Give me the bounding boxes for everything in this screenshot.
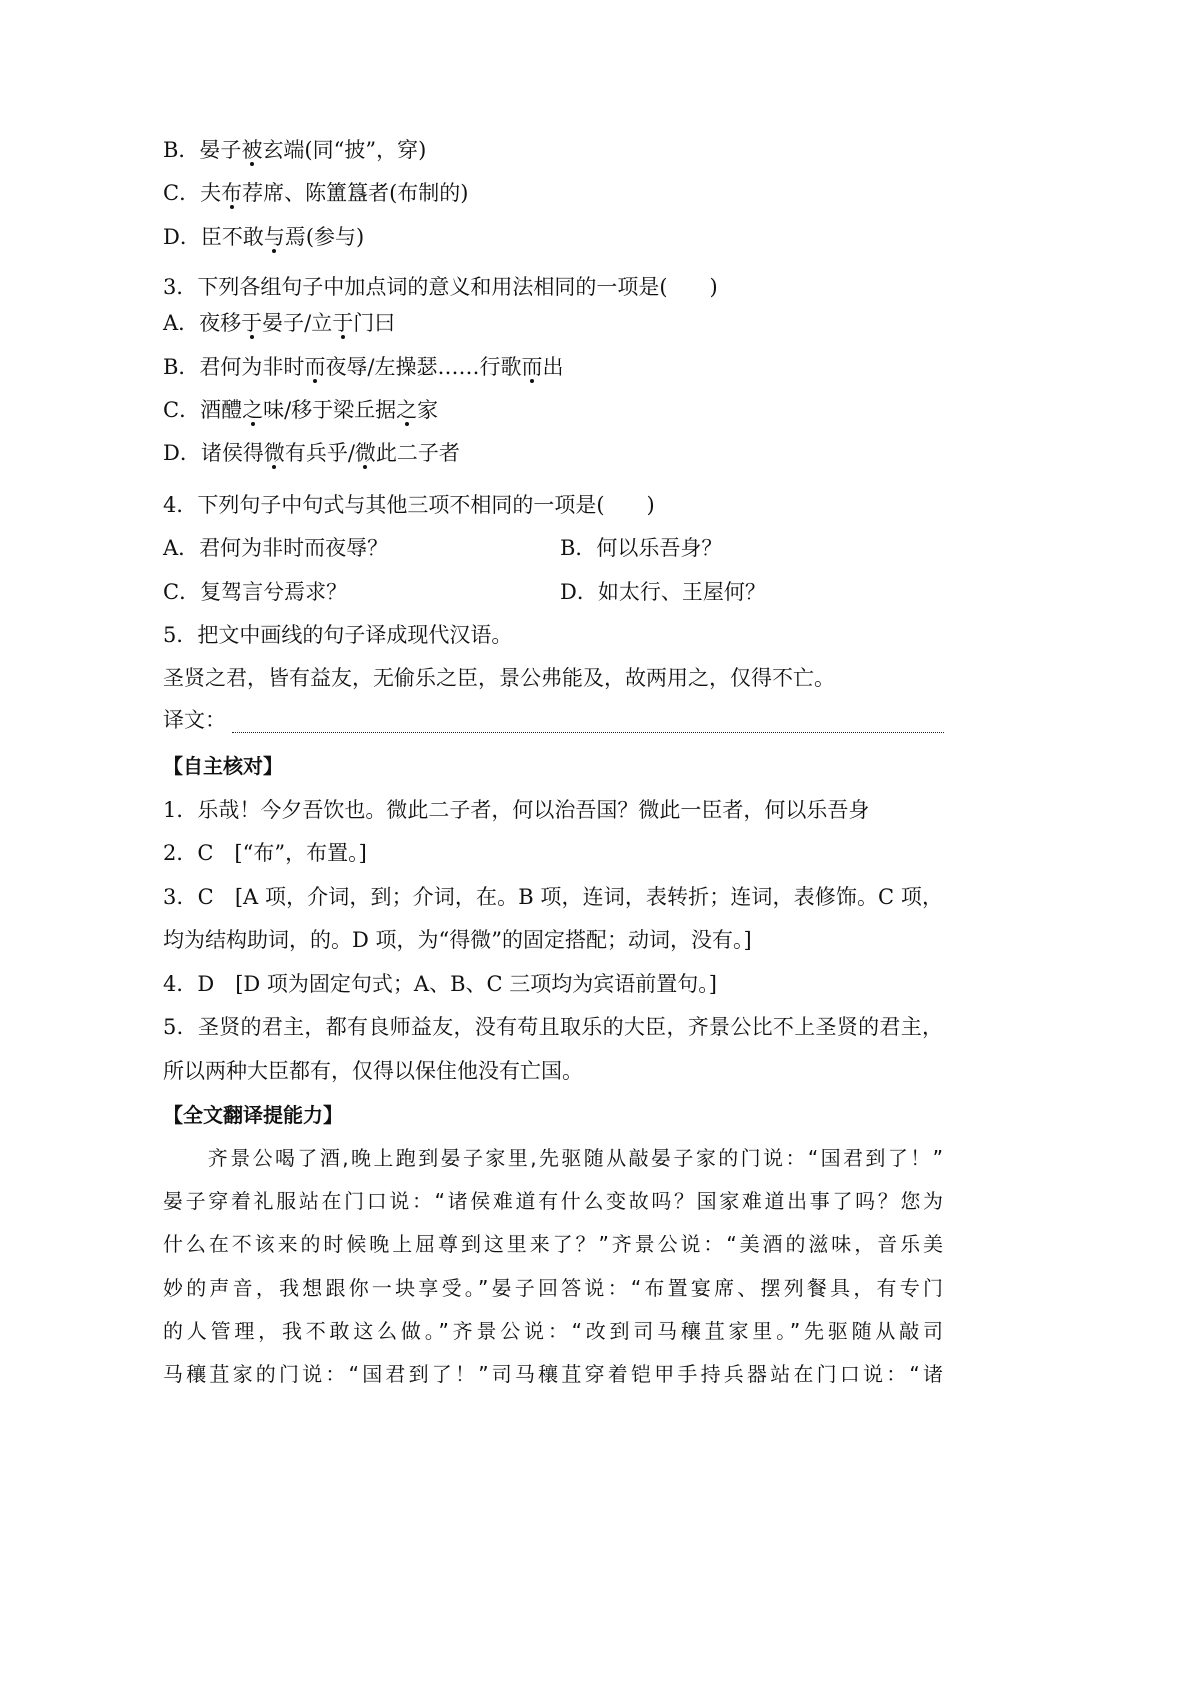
check-heading: 【自主核对】 [163,754,283,778]
translation-line: 马穰苴家的门说：“国君到了！”司马穰苴穿着铠甲手持兵器站在门口说：“诸 [163,1362,943,1386]
text-segment: 玄端(同“披”，穿) [262,138,427,162]
emphasis-dot-char: 被 [241,138,263,162]
text-segment: 有兵乎/ [284,441,355,465]
q3-stem: 3．下列各组句子中加点词的意义和用法相同的一项是( ) [163,275,718,299]
text-segment: 出 [542,355,564,379]
q4-option-b: B．何以乐吾身？ [560,536,723,560]
translation-line: 齐景公喝了酒,晚上跑到晏子家里,先驱随从敲晏子家的门说：“国君到了！” [163,1146,943,1170]
q5-answer-label: 译文： [163,708,226,732]
q3-option-c [163,395,438,425]
text-segment: C．夫 [163,181,222,205]
emphasis-dot-char: 微 [263,441,285,465]
text-segment: 此二子者 [375,441,460,465]
answer-5-line-2: 所以两种大臣都有，仅得以保住他没有亡国。 [163,1059,583,1083]
emphasis-dot-char: 于 [332,311,354,335]
text-segment: 焉(参与) [284,225,365,249]
translation-line: 妙的声音，我想跟你一块享受。”晏子回答说：“布置宴席、摆列餐具，有专门 [163,1276,943,1300]
q2-option-c [163,178,468,208]
q4-option-c: C．复驾言兮焉求？ [163,580,348,604]
emphasis-dot-char: 之 [396,398,418,422]
q2-option-d [163,222,364,252]
translation-heading: 【全文翻译提能力】 [163,1103,343,1127]
answer-5-line-1: 5．圣贤的君主，都有良师益友，没有苟且取乐的大臣，齐景公比不上圣贤的君主， [163,1015,943,1039]
emphasis-dot-char: 于 [241,311,263,335]
answer-3-line-1: 3．C [A 项，介词，到；介词，在。B 项，连词，表转折；连词，表修饰。C 项， [163,885,943,909]
q4-option-a: A．君何为非时而夜辱？ [163,536,389,560]
answer-4: 4．D [D 项为固定句式；A、B、C 三项均为宾语前置句。] [163,972,717,996]
q3-option-a [163,308,395,338]
text-segment: 门曰 [353,311,396,335]
translation-line: 晏子穿着礼服站在门口说：“诸侯难道有什么变故吗？国家难道出事了吗？您为 [163,1189,943,1213]
text-segment: A．夜移 [163,311,242,335]
text-segment: 家 [417,398,439,422]
text-segment: C．酒醴 [163,398,243,422]
translation-line: 的人管理，我不敢这么做。”齐景公说：“改到司马穰苴家里。”先驱随从敲司 [163,1319,943,1343]
q3-option-d [163,438,460,468]
text-segment: D．臣不敢 [163,225,264,249]
text-segment: B．晏子 [163,138,242,162]
q5-sentence: 圣贤之君，皆有益友，无偷乐之臣，景公弗能及，故两用之，仅得不亡。 [163,666,835,690]
answer-1: 1．乐哉！今夕吾饮也。微此二子者，何以治吾国？微此一臣者，何以乐吾身 [163,798,870,822]
text-segment: 荐席、陈簠簋者(布制的) [242,181,469,205]
q3-option-b [163,352,564,382]
q2-option-b [163,135,426,165]
emphasis-dot-char: 而 [304,355,326,379]
q4-stem: 4．下列句子中句式与其他三项不相同的一项是( ) [163,493,655,517]
text-segment: 味/移于梁丘据 [263,398,397,422]
emphasis-dot-char: 之 [242,398,264,422]
text-segment: 晏子/立 [262,311,333,335]
emphasis-dot-char: 而 [521,355,543,379]
q4-option-d: D．如太行、王屋何？ [560,580,766,604]
text-segment: B．君何为非时 [163,355,305,379]
emphasis-dot-char: 布 [221,181,243,205]
emphasis-dot-char: 与 [263,225,285,249]
translation-line: 什么在不该来的时候晚上屈尊到这里来了？”齐景公说：“美酒的滋味，音乐美 [163,1232,943,1256]
emphasis-dot-char: 微 [354,441,376,465]
answer-3-line-2: 均为结构助词，的。D 项，为“得微”的固定搭配；动词，没有。] [163,928,752,952]
answer-blank-line [232,732,944,733]
q5-stem: 5．把文中画线的句子译成现代汉语。 [163,623,513,647]
answer-2: 2．C [“布”，布置。] [163,841,367,865]
text-segment: 夜辱/左操瑟……行歌 [325,355,522,379]
text-segment: D．诸侯得 [163,441,264,465]
